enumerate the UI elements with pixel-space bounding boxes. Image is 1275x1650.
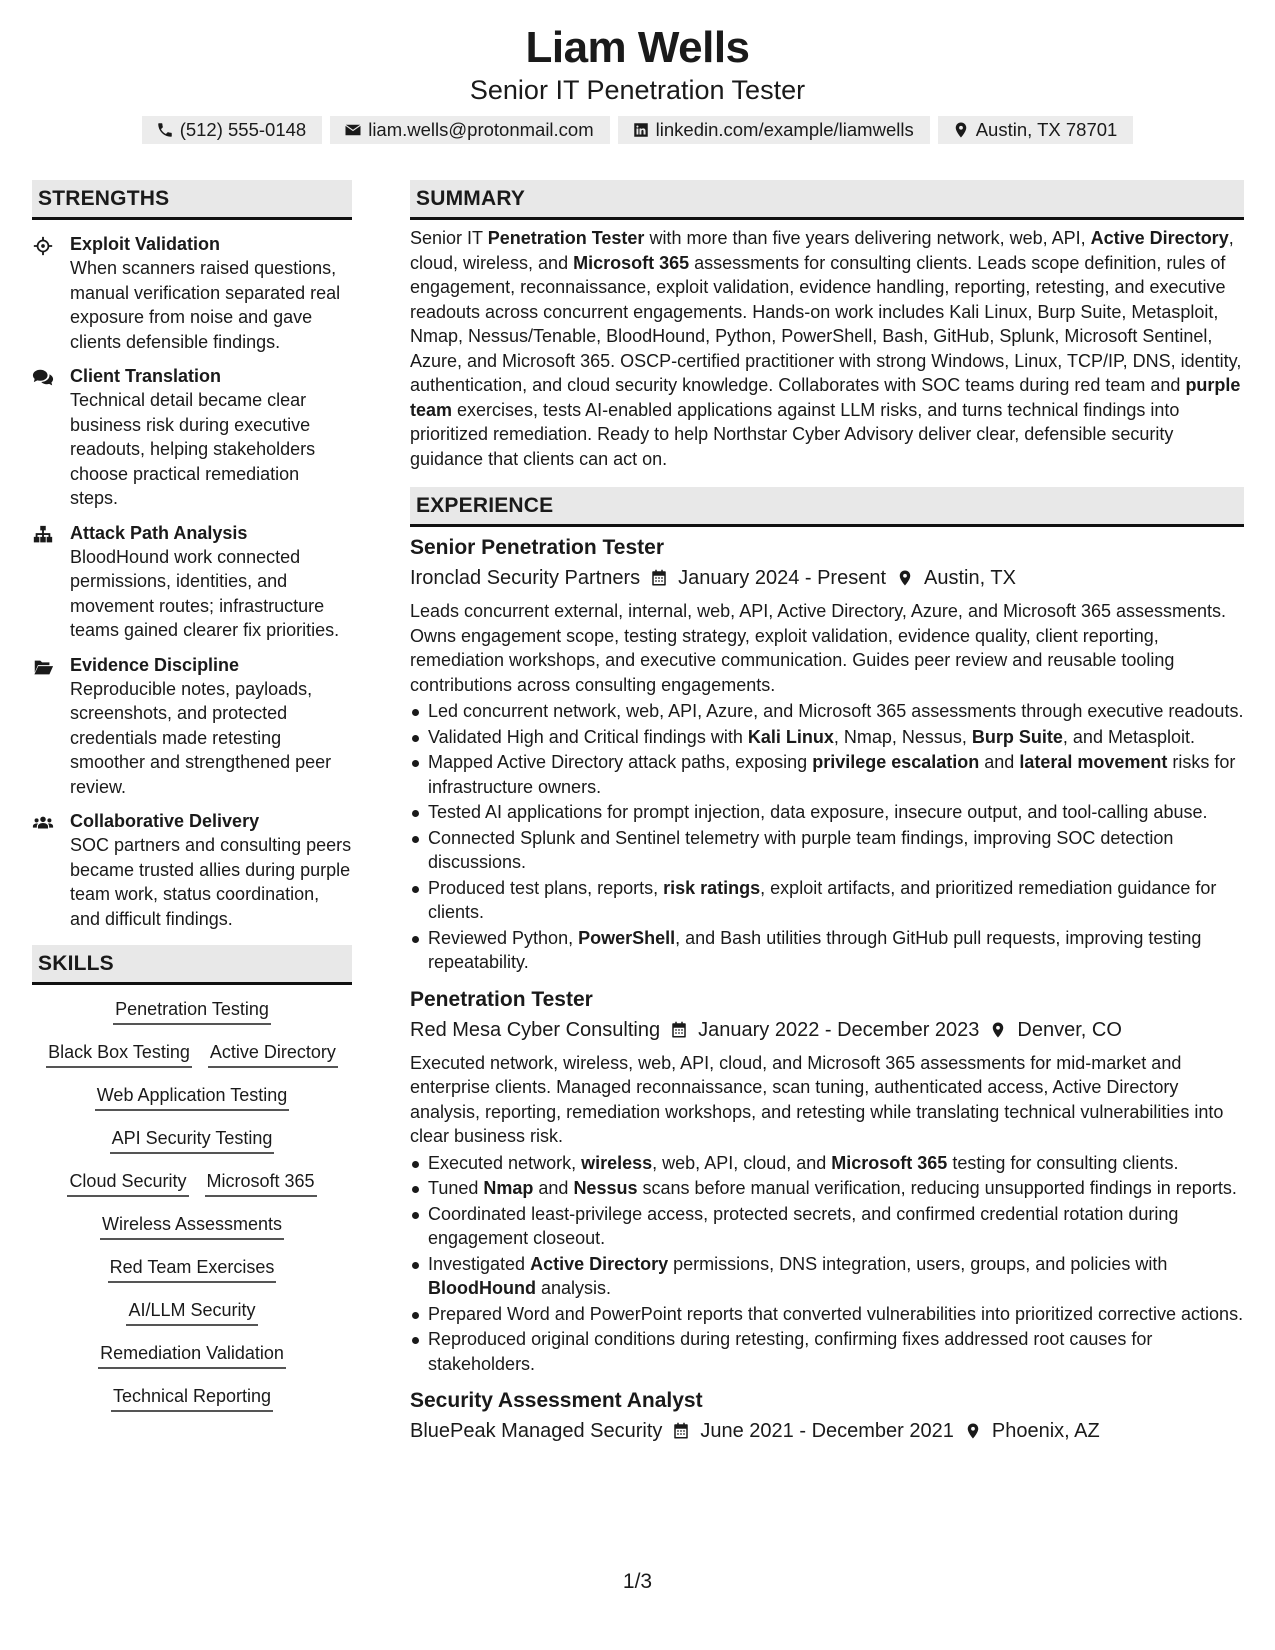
- summary-emphasis: Active Directory: [1090, 228, 1229, 248]
- candidate-name: Liam Wells: [525, 23, 750, 72]
- bullet-text: , web, API, cloud, and: [652, 1152, 832, 1173]
- job-entry: [410, 533, 1244, 975]
- skill-tag: Technical Reporting: [111, 1384, 273, 1412]
- skills-list: [32, 997, 352, 1427]
- calendar-icon: [672, 1421, 690, 1441]
- summary-emphasis: Penetration Tester: [487, 228, 645, 248]
- job-location: Denver, CO: [1017, 1018, 1122, 1041]
- summary-part: , cloud, wireless, and: [410, 228, 1234, 273]
- job-bullets: [410, 699, 1244, 975]
- bullet-emphasis: Nessus: [573, 1178, 638, 1198]
- job-bullet: [410, 1151, 1244, 1176]
- bullet-emphasis: risk ratings: [663, 877, 761, 898]
- bullet-text: analysis.: [535, 1278, 612, 1298]
- bullet-emphasis: lateral movement: [1019, 752, 1168, 772]
- skill-tag: Black Box Testing: [46, 1040, 192, 1068]
- bullet-emphasis: wireless: [581, 1152, 653, 1173]
- strength-item: [32, 521, 352, 643]
- summary-part: assessments for consulting clients. Leads scope definition, rules of engagement, reconnaissance, exploit validation, evidence handling, reporting, retesting, and executive readouts across concurrent engagements. Hands-on work includes Kali Linux, Burp Suite, Metasploit, Nmap, Nessus/Tenable, BloodHound, Python, PowerShell, Bash, GitHub, Splunk, Microsoft Sentinel, Azure, and Microsoft 365. OSCP-certified practitioner with strong Windows, Linux, TCP/IP, DNS, identity, authentication, and cloud security knowledge. Collaborates with SOC teams during red team and: [410, 252, 1242, 395]
- strengths-list: [32, 232, 352, 931]
- job-bullet: [410, 1202, 1244, 1251]
- job-title: Senior Penetration Tester: [410, 536, 665, 559]
- skill-tag: Red Team Exercises: [108, 1255, 277, 1283]
- job-bullet: [410, 699, 1244, 724]
- envelope-icon: [344, 121, 362, 139]
- job-title: Penetration Tester: [410, 987, 593, 1011]
- resume-header: [0, 22, 1275, 144]
- skill-tag: Penetration Testing: [113, 997, 271, 1025]
- page-number: 1/3: [622, 1570, 653, 1593]
- linkedin-text: linkedin.com/example/liamwells: [655, 119, 914, 140]
- strength-item: [32, 232, 352, 354]
- strengths-heading: STRENGTHS: [32, 180, 352, 220]
- job-dates: January 2024 - Present: [678, 567, 887, 589]
- users-icon: [32, 812, 54, 834]
- job-bullet: [410, 826, 1244, 875]
- bullet-emphasis: Nmap: [483, 1178, 534, 1198]
- job-location: Phoenix, AZ: [991, 1420, 1100, 1442]
- bullet-text: , and Metasploit.: [1062, 726, 1195, 747]
- strength-body: SOC partners and consulting peers became trusted allies during purple team work, status coordination, and difficult findings.: [70, 835, 352, 929]
- job-description: Leads concurrent external, internal, web, API, Active Directory, Azure, and Microsoft 365 assessments. Owns engagement scope, testing strategy, exploit validation, evidence quality, client reporting, remediation workshops, and executive communication. Guides peer review and reusable tooling contributions across consulting engagements.: [410, 601, 1227, 695]
- bullet-emphasis: PowerShell: [578, 927, 676, 948]
- skill-tag: Web Application Testing: [95, 1083, 289, 1111]
- bullet-text: scans before manual verification, reducing unsupported findings in reports.: [637, 1178, 1237, 1198]
- job-title: Security Assessment Analyst: [410, 1389, 703, 1412]
- bullet-text: , exploit artifacts, and prioritized remediation guidance for clients.: [428, 877, 1217, 922]
- job-meta: [410, 1015, 1244, 1045]
- bullet-text: Connected Splunk and Sentinel telemetry with purple team findings, improving SOC detection discussions.: [428, 827, 1174, 872]
- calendar-icon: [670, 1020, 688, 1040]
- location-text: Austin, TX 78701: [975, 119, 1118, 140]
- job-bullet: [410, 876, 1244, 925]
- strength-title: Client Translation: [70, 366, 222, 386]
- summary-emphasis: Microsoft 365: [573, 252, 690, 273]
- left-column: [32, 180, 352, 1427]
- strength-body: Technical detail became clear business risk during executive readouts, helping stakeholders choose practical remediation steps.: [70, 390, 316, 508]
- linkedin-icon: [632, 121, 650, 139]
- strength-body: BloodHound work connected permissions, identities, and movement routes; infrastructure teams gained clearer fix priorities.: [70, 546, 340, 640]
- comments-icon: [32, 367, 54, 389]
- skill-tag: API Security Testing: [110, 1126, 275, 1154]
- bullet-text: and: [533, 1178, 574, 1198]
- strength-title: Exploit Validation: [70, 234, 221, 254]
- job-bullet: [410, 750, 1244, 799]
- bullet-text: Validated High and Critical findings with: [428, 726, 748, 747]
- bullet-text: Reviewed Python,: [428, 927, 579, 948]
- skills-heading: SKILLS: [32, 945, 352, 985]
- contact-location: [938, 116, 1134, 144]
- bullet-text: Executed network,: [428, 1152, 582, 1173]
- summary-emphasis: purple team: [410, 375, 1241, 420]
- job-bullet: [410, 725, 1244, 750]
- strength-title: Evidence Discipline: [70, 654, 240, 675]
- job-company: BluePeak Managed Security: [410, 1420, 663, 1442]
- skill-tag: Active Directory: [208, 1040, 338, 1068]
- bullet-text: Tested AI applications for prompt injection, data exposure, insecure output, and tool-calling abuse.: [428, 802, 1208, 822]
- bullet-text: Tuned: [428, 1178, 484, 1198]
- job-bullets: [410, 1151, 1244, 1377]
- bullet-emphasis: Microsoft 365: [831, 1152, 948, 1173]
- strength-body: Reproducible notes, payloads, screenshots, and protected credentials made retesting smoother and strengthened peer review.: [70, 678, 332, 797]
- bullet-text: Investigated: [428, 1253, 531, 1274]
- job-meta: [410, 563, 1244, 593]
- strength-title: Attack Path Analysis: [70, 522, 248, 543]
- bullet-text: permissions, DNS integration, users, groups, and policies with: [668, 1253, 1168, 1274]
- job-bullet: [410, 926, 1244, 975]
- summary-part: Senior IT: [410, 228, 488, 248]
- strength-item: [32, 364, 352, 511]
- contact-phone[interactable]: [142, 116, 323, 144]
- bullet-emphasis: Active Directory: [530, 1253, 669, 1274]
- job-bullet: [410, 1327, 1244, 1376]
- skill-tag: Wireless Assessments: [100, 1212, 284, 1240]
- bullet-text: risks for infrastructure owners.: [428, 752, 1236, 797]
- bullet-text: Reproduced original conditions during retesting, confirming fixes addressed root causes for stakeholders.: [428, 1329, 1153, 1374]
- bullet-text: , Nmap, Nessus,: [833, 726, 972, 747]
- phone-icon: [156, 121, 174, 139]
- map-marker-icon: [952, 121, 970, 139]
- contact-bar: [0, 116, 1275, 144]
- bullet-text: , and Bash utilities through GitHub pull requests, improving testing repeatability.: [428, 927, 1202, 972]
- bullet-text: testing for consulting clients.: [947, 1152, 1179, 1173]
- job-bullet: [410, 1176, 1244, 1201]
- experience-heading: EXPERIENCE: [410, 487, 1244, 527]
- email-text: liam.wells@protonmail.com: [368, 119, 594, 140]
- sitemap-icon: [32, 524, 54, 546]
- job-bullet: [410, 1302, 1244, 1327]
- map-marker-icon: [964, 1421, 982, 1441]
- summary-part: with more than five years delivering network, web, API,: [644, 228, 1091, 248]
- contact-linkedin[interactable]: [618, 116, 930, 144]
- bullet-text: Led concurrent network, web, API, Azure, and Microsoft 365 assessments through executive readouts.: [428, 701, 1244, 721]
- summary-text: [410, 226, 1244, 471]
- skill-tag: AI/LLM Security: [126, 1298, 257, 1326]
- bullet-emphasis: privilege escalation: [812, 752, 980, 772]
- right-column: [410, 180, 1244, 1446]
- calendar-icon: [650, 568, 668, 588]
- job-dates: January 2022 - December 2023: [698, 1018, 980, 1041]
- bullet-emphasis: Kali Linux: [747, 726, 834, 747]
- summary-part: exercises, tests AI-enabled applications against LLM risks, and turns technical findings into prioritized remediation. Ready to help Northstar Cyber Advisory deliver clear, defensible security guidance that clients can act on.: [410, 399, 1180, 469]
- skill-tag: Microsoft 365: [205, 1169, 317, 1197]
- crosshairs-icon: [32, 235, 54, 257]
- job-entry: [410, 1386, 1244, 1446]
- job-entry: [410, 985, 1244, 1377]
- strength-body: When scanners raised questions, manual verification separated real exposure from noise and gave clients defensible findings.: [70, 258, 341, 352]
- job-description: Executed network, wireless, web, API, cloud, and Microsoft 365 assessments for mid-market and enterprise clients. Managed reconnaissance, scan tuning, authenticated access, Active Directory analysis, reporting, remediation workshops, and retesting while translating technical vulnerabilities into clear business risk.: [410, 1052, 1224, 1146]
- job-company: Red Mesa Cyber Consulting: [410, 1018, 661, 1041]
- folder-open-icon: [32, 656, 54, 678]
- bullet-text: Coordinated least-privilege access, protected secrets, and confirmed credential rotation during engagement closeout.: [428, 1203, 1179, 1248]
- map-marker-icon: [989, 1020, 1007, 1040]
- bullet-emphasis: Burp Suite: [971, 726, 1063, 747]
- job-location: Austin, TX: [924, 567, 1016, 589]
- map-marker-icon: [896, 568, 914, 588]
- strength-item: [32, 653, 352, 800]
- job-dates: June 2021 - December 2021: [700, 1420, 954, 1442]
- job-company: Ironclad Security Partners: [410, 567, 641, 589]
- phone-text: (512) 555-0148: [179, 119, 307, 140]
- skill-tag: Cloud Security: [67, 1169, 188, 1197]
- summary-heading: SUMMARY: [410, 180, 1244, 220]
- strength-item: [32, 809, 352, 931]
- bullet-text: Prepared Word and PowerPoint reports that converted vulnerabilities into prioritized corrective actions.: [428, 1303, 1244, 1324]
- job-bullet: [410, 1252, 1244, 1301]
- candidate-title: Senior IT Penetration Tester: [469, 75, 806, 105]
- job-meta: [410, 1416, 1244, 1446]
- job-bullet: [410, 800, 1244, 825]
- bullet-text: and: [979, 752, 1020, 772]
- skill-tag: Remediation Validation: [98, 1341, 286, 1369]
- bullet-text: Produced test plans, reports,: [428, 877, 664, 898]
- contact-email[interactable]: [330, 116, 609, 144]
- bullet-emphasis: BloodHound: [428, 1278, 536, 1298]
- strength-title: Collaborative Delivery: [70, 811, 260, 831]
- bullet-text: Mapped Active Directory attack paths, exposing: [428, 752, 813, 772]
